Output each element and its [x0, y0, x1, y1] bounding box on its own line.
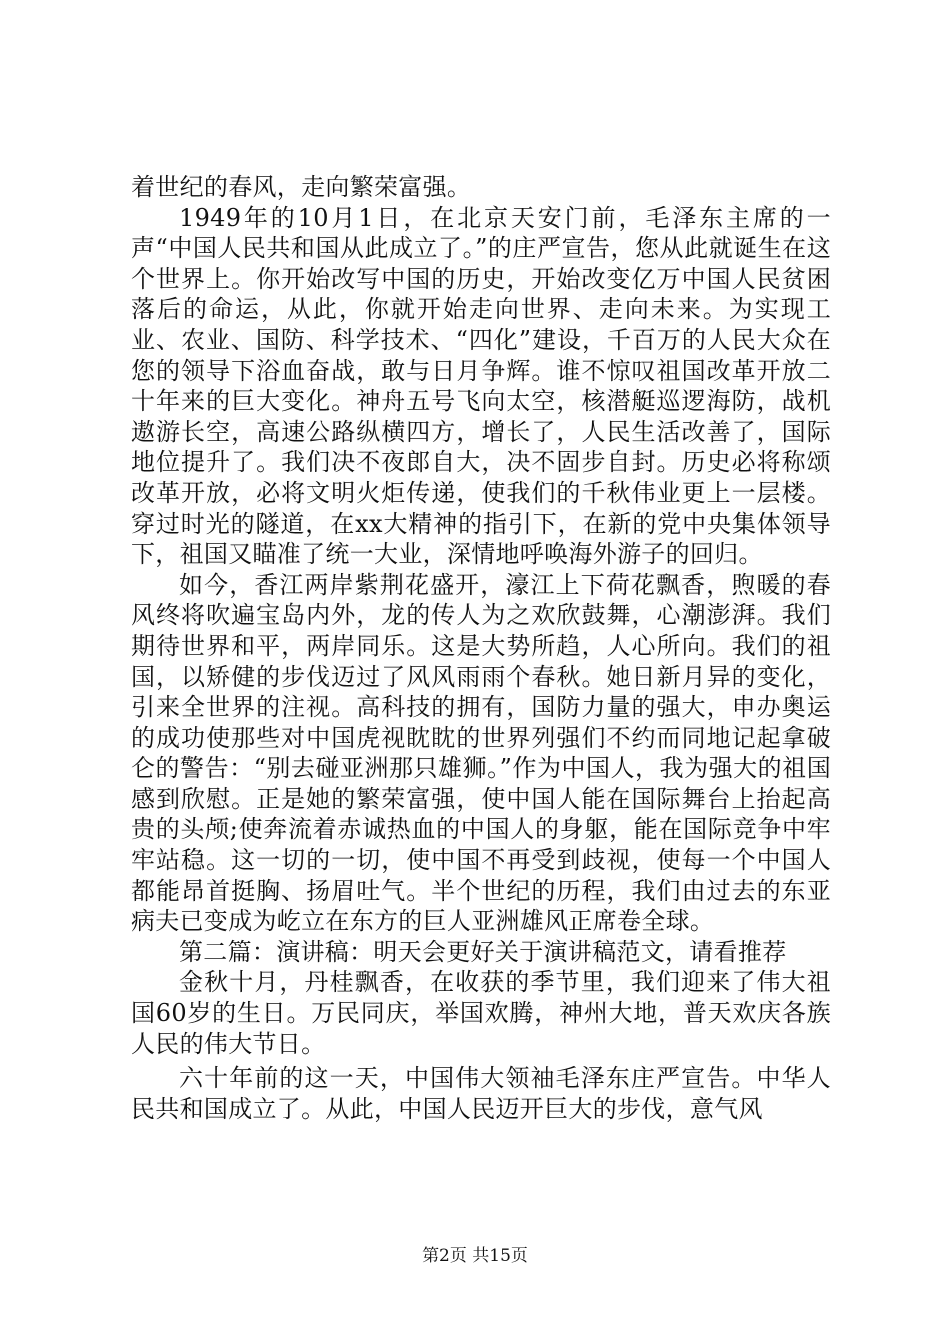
paragraph-founding: 1949年的10月1日，在北京天安门前，毛泽东主席的一声“中国人民共和国从此成立了。”的庄严宣告，您从此就诞生在这个世界上。你开始改写中国的历史，开始改变亿万中国人民贫困落后的命运，从此，你就开始走向世界、走向未来。为实现工业、农业、国防、科学技术、“四化”建设，千百万的人民大众在您的领导下浴血奋战，敢与日月争辉。谁不惊叹祖国改革开放二十年来的巨大变化。神舟五号飞向太空，核潜艇巡逻海防，战机遨游长空，高速公路纵横四方，增长了，人民生活改善了，国际地位提升了。我们决不夜郎自大，决不固步自封。历史必将称颂改革开放，必将文明火炬传递，使我们的千秋伟业更上一层楼。穿过时光的隧道，在xx大精神的指引下，在新的党中央集体领导下，祖国又瞄准了统一大业，深情地呼唤海外游子的回归。 [131, 203, 831, 569]
paragraph-autumn: 金秋十月，丹桂飘香，在收获的季节里，我们迎来了伟大祖国60岁的生日。万民同庆，举国欢腾，神州大地，普天欢庆各族人民的伟大节日。 [131, 968, 831, 1058]
document-body [131, 172, 831, 1124]
paragraph-sixty-years: 六十年前的这一天，中国伟大领袖毛泽东庄严宣告。中华人民共和国成立了。从此，中国人民迈开巨大的步伐，意气风 [131, 1064, 831, 1123]
section-heading: 第二篇：演讲稿：明天会更好关于演讲稿范文，请看推荐 [179, 937, 787, 966]
page-number: 第2页 共15页 [422, 1246, 528, 1266]
paragraph-continuation: 着世纪的春风，走向繁荣富强。 [131, 173, 472, 201]
paragraph-today: 如今，香江两岸紫荆花盛开，濠江上下荷花飘香，煦暖的春风终将吹遍宝岛内外，龙的传人为之欢欣鼓舞，心潮澎湃。我们期待世界和平，两岸同乐。这是大势所趋，人心所向。我们的祖国，以矫健的步伐迈过了风风雨雨个春秋。她日新月异的变化，引来全世界的注视。高科技的拥有，国防力量的强大，申办奥运的成功使那些对中国虎视眈眈的世界列强们不约而同地记起拿破仑的警告：“别去碰亚洲那只雄狮。”作为中国人，我为强大的祖国感到欣慰。正是她的繁荣富强，使中国人能在国际舞台上抬起高贵的头颅;使奔流着赤诚热血的中国人的身躯，能在国际竞争中牢牢站稳。这一切的一切，使中国不再受到歧视，使每一个中国人都能昂首挺胸、扬眉吐气。半个世纪的历程，我们由过去的东亚病夫已变成为屹立在东方的巨人亚洲雄风正席卷全球。 [131, 570, 831, 936]
